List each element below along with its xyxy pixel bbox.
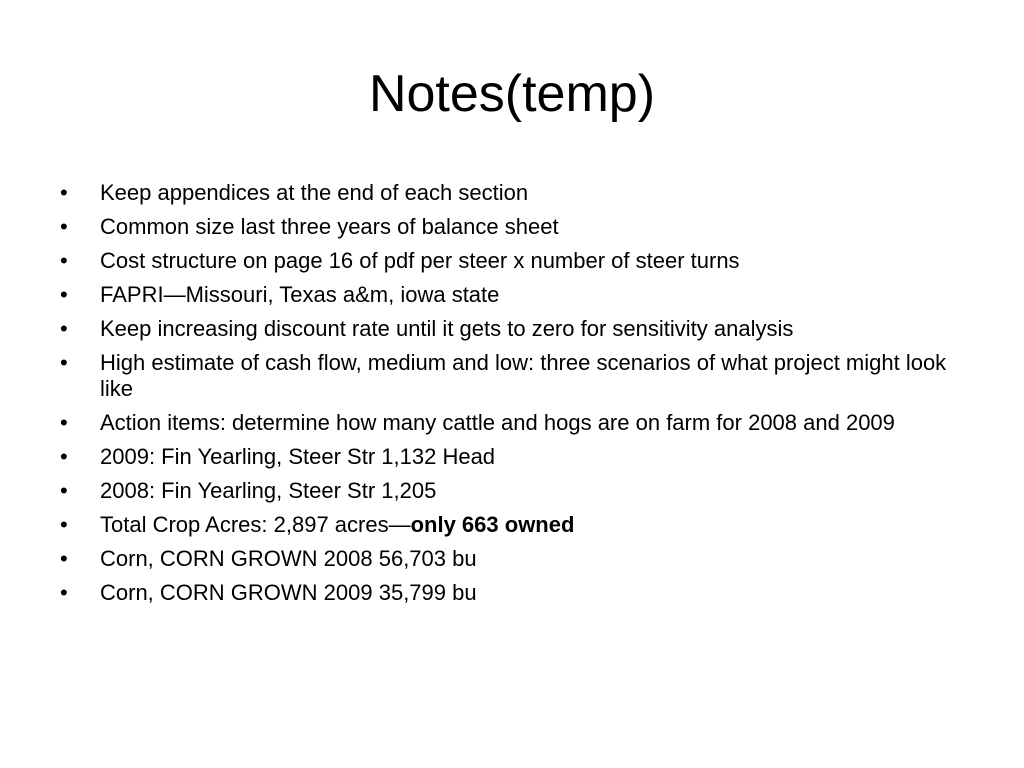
bullet-item [60, 546, 960, 572]
bullet-text: Common size last three years of balance sheet [100, 214, 559, 239]
bullet-item [60, 478, 960, 504]
bullet-marker: • [60, 410, 68, 435]
bullet-marker: • [60, 214, 68, 239]
bullet-marker: • [60, 282, 68, 307]
bullet-marker: • [60, 180, 68, 205]
bullet-list [60, 180, 960, 614]
bullet-item [60, 444, 960, 470]
bullet-marker: • [60, 546, 68, 571]
bullet-item [60, 180, 960, 206]
bullet-marker: • [60, 512, 68, 537]
bullet-text: High estimate of cash flow, medium and low: three scenarios of what project might look like [100, 350, 947, 401]
bullet-marker: • [60, 478, 68, 503]
bullet-text: Keep increasing discount rate until it gets to zero for sensitivity analysis [100, 316, 794, 341]
bullet-marker: • [60, 248, 68, 273]
bullet-item [60, 580, 960, 606]
bullet-item [60, 248, 960, 274]
bullet-text: Keep appendices at the end of each section [100, 180, 529, 205]
bullet-marker: • [60, 350, 68, 375]
bullet-text: 2009: Fin Yearling, Steer Str 1,132 Head [100, 444, 496, 469]
slide-title: Notes(temp) [368, 65, 656, 123]
bullet-item [60, 316, 960, 342]
bullet-item [60, 410, 960, 436]
bullet-text: 2008: Fin Yearling, Steer Str 1,205 [100, 478, 437, 503]
bullet-marker: • [60, 580, 68, 605]
bullet-item-crop-acres [60, 512, 960, 538]
bullet-item [60, 282, 960, 308]
bullet-item [60, 350, 960, 402]
bullet-text: FAPRI—Missouri, Texas a&m, iowa state [100, 282, 500, 307]
bullet-text: Corn, CORN GROWN 2009 35,799 bu [100, 580, 477, 605]
bullet-text: Cost structure on page 16 of pdf per steer x number of steer turns [100, 248, 740, 273]
bullet-item [60, 214, 960, 240]
bullet-marker: • [60, 316, 68, 341]
bullet-text: Action items: determine how many cattle and hogs are on farm for 2008 and 2009 [100, 410, 895, 435]
bullet-marker: • [60, 444, 68, 469]
bullet-text: Total Crop Acres: 2,897 acres— [100, 512, 411, 537]
bullet-text: Corn, CORN GROWN 2008 56,703 bu [100, 546, 477, 571]
bullet-text-emphasis: only 663 owned [410, 512, 575, 537]
